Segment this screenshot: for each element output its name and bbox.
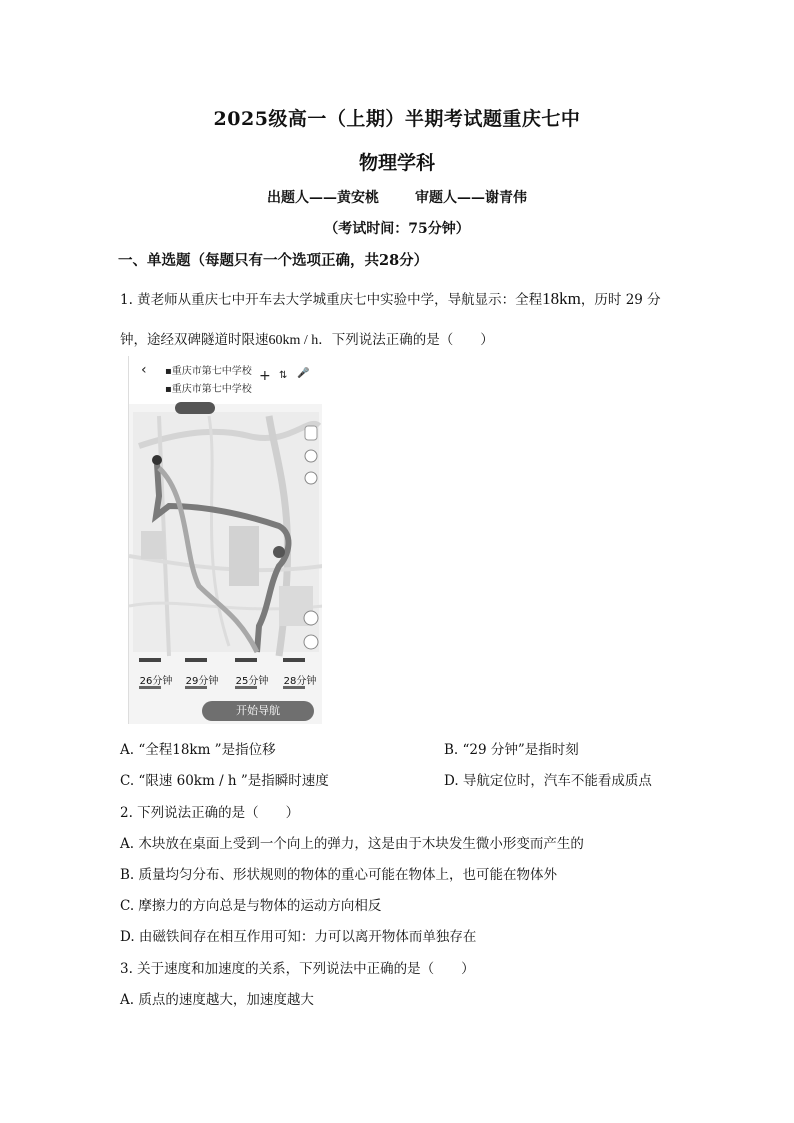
route-time-4[interactable]: 28分钟 — [283, 676, 317, 687]
q1-text-a: 1. 黄老师从重庆七中开车去大学城重庆七中实验中学，导航显示：全程 — [120, 292, 543, 308]
q1-distance: 18km — [542, 289, 581, 308]
q2-option-d[interactable]: D. 由磁铁间存在相互作用可知：力可以离开物体而单独存在 — [120, 929, 477, 945]
q2-stem: 2. 下列说法正确的是（ ） — [120, 805, 300, 821]
route-time-2[interactable]: 29分钟 — [185, 676, 219, 687]
q1-option-b[interactable]: B. “29 分钟”是指时刻 — [444, 742, 579, 758]
q2-option-b[interactable]: B. 质量均匀分布、形状规则的物体的重心可能在物体上，也可能在物体外 — [120, 867, 558, 883]
exam-title: 2025级高一（上期）半期考试题重庆七中 — [213, 108, 581, 130]
q2-option-a[interactable]: A. 木块放在桌面上受到一个向上的弹力，这是由于木块发生微小形变而产生的 — [120, 836, 584, 852]
authors-line — [0, 187, 794, 207]
map-graphic — [129, 356, 322, 724]
section-heading: 一、单选题（每题只有一个选项正确，共28分） — [118, 252, 429, 269]
route-time-1[interactable]: 26分钟 — [139, 676, 173, 687]
q1-option-d[interactable]: D. 导航定位时，汽车不能看成质点 — [444, 773, 652, 789]
q1-option-c[interactable]: C. “限速 60km / h ”是指瞬时速度 — [120, 773, 329, 789]
add-stop-icon[interactable]: + — [259, 368, 271, 384]
start-navigation-button[interactable]: 开始导航 — [202, 701, 314, 721]
q1-option-a[interactable]: A. “全程18km ”是指位移 — [120, 742, 276, 758]
reviewer-name: 审题人——谢青伟 — [415, 190, 527, 206]
q1-speed: 60km / h — [268, 333, 319, 348]
q1-text-b: ，历时 29 分 — [580, 292, 661, 308]
route-origin[interactable]: ▪重庆市第七中学校 — [165, 366, 252, 377]
navigation-map-image — [128, 356, 322, 724]
subject-title: 物理学科 — [358, 152, 435, 174]
back-icon[interactable]: ‹ — [141, 362, 147, 378]
q1-stem-line1 — [120, 288, 661, 309]
exam-time: （考试时间：75分钟） — [324, 221, 470, 237]
q3-option-a[interactable]: A. 质点的速度越大，加速度越大 — [120, 992, 314, 1008]
q1-text-c: 钟，途经双碑隧道时限速 — [120, 332, 269, 348]
author-name: 出题人——黄安桃 — [267, 190, 379, 206]
q3-stem: 3. 关于速度和加速度的关系，下列说法中正确的是（ ） — [120, 961, 475, 977]
q1-stem-line2 — [120, 328, 494, 349]
swap-icon[interactable]: ⇅ — [279, 370, 288, 381]
route-time-3[interactable]: 25分钟 — [235, 676, 269, 687]
q1-text-d: ．下列说法正确的是（ ） — [318, 332, 494, 348]
mic-icon[interactable]: 🎤 — [297, 368, 310, 379]
q2-option-c[interactable]: C. 摩擦力的方向总是与物体的运动方向相反 — [120, 898, 382, 914]
route-destination[interactable]: ▪重庆市第七中学校 — [165, 384, 252, 395]
